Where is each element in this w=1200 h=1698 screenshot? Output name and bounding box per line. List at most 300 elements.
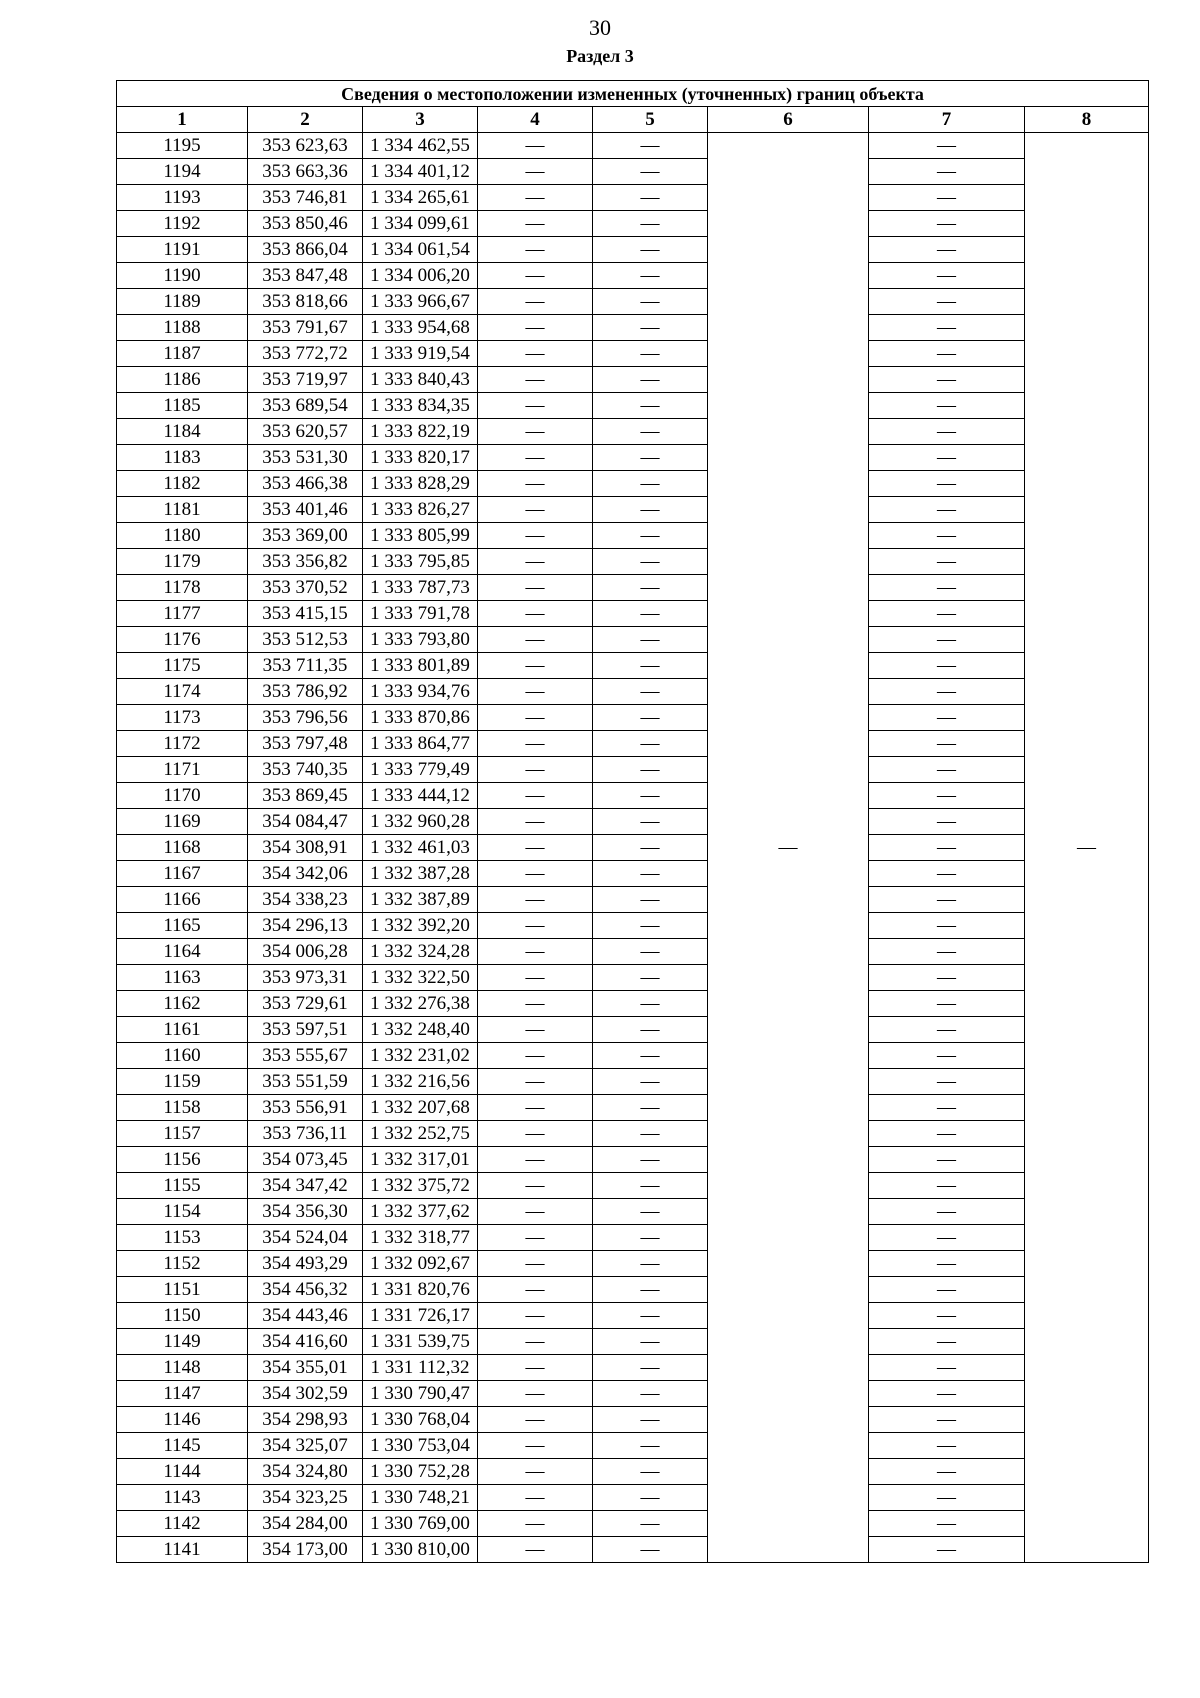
column-4-dash-cell: — (478, 939, 593, 965)
table-row (117, 419, 1149, 445)
column-4-dash-cell: — (478, 1095, 593, 1121)
table-row (117, 315, 1149, 341)
x-coordinate-cell: 353 973,31 (248, 965, 363, 991)
x-coordinate-cell: 353 719,97 (248, 367, 363, 393)
column-7-dash-cell: — (869, 1355, 1025, 1381)
table-row (117, 1381, 1149, 1407)
column-5-dash-cell: — (593, 289, 708, 315)
x-coordinate-cell: 354 302,59 (248, 1381, 363, 1407)
point-number-cell: 1164 (117, 939, 248, 965)
x-coordinate-cell: 353 866,04 (248, 237, 363, 263)
column-5-dash-cell: — (593, 575, 708, 601)
x-coordinate-cell: 354 355,01 (248, 1355, 363, 1381)
y-coordinate-cell: 1 333 787,73 (363, 575, 478, 601)
column-7-dash-cell: — (869, 783, 1025, 809)
column-4-dash-cell: — (478, 575, 593, 601)
column-header: 1 (117, 107, 248, 133)
point-number-cell: 1161 (117, 1017, 248, 1043)
point-number-cell: 1190 (117, 263, 248, 289)
table-row (117, 627, 1149, 653)
column-7-dash-cell: — (869, 965, 1025, 991)
column-5-dash-cell: — (593, 757, 708, 783)
point-number-cell: 1155 (117, 1173, 248, 1199)
column-4-dash-cell: — (478, 861, 593, 887)
column-header: 6 (708, 107, 869, 133)
x-coordinate-cell: 353 620,57 (248, 419, 363, 445)
table-caption-row (117, 81, 1149, 107)
x-coordinate-cell: 353 415,15 (248, 601, 363, 627)
column-5-dash-cell: — (593, 653, 708, 679)
column-7-dash-cell: — (869, 1069, 1025, 1095)
table-row (117, 991, 1149, 1017)
column-7-dash-cell: — (869, 159, 1025, 185)
column-4-dash-cell: — (478, 1459, 593, 1485)
point-number-cell: 1175 (117, 653, 248, 679)
column-7-dash-cell: — (869, 1043, 1025, 1069)
point-number-cell: 1143 (117, 1485, 248, 1511)
column-7-dash-cell: — (869, 1199, 1025, 1225)
point-number-cell: 1179 (117, 549, 248, 575)
column-7-dash-cell: — (869, 731, 1025, 757)
y-coordinate-cell: 1 332 960,28 (363, 809, 478, 835)
x-coordinate-cell: 353 740,35 (248, 757, 363, 783)
point-number-cell: 1156 (117, 1147, 248, 1173)
point-number-cell: 1181 (117, 497, 248, 523)
column-4-dash-cell: — (478, 341, 593, 367)
point-number-cell: 1177 (117, 601, 248, 627)
point-number-cell: 1151 (117, 1277, 248, 1303)
x-coordinate-cell: 354 493,29 (248, 1251, 363, 1277)
column-7-dash-cell: — (869, 575, 1025, 601)
x-coordinate-cell: 354 073,45 (248, 1147, 363, 1173)
column-header: 2 (248, 107, 363, 133)
x-coordinate-cell: 353 772,72 (248, 341, 363, 367)
column-5-dash-cell: — (593, 315, 708, 341)
column-4-dash-cell: — (478, 445, 593, 471)
y-coordinate-cell: 1 333 820,17 (363, 445, 478, 471)
y-coordinate-cell: 1 332 252,75 (363, 1121, 478, 1147)
column-4-dash-cell: — (478, 653, 593, 679)
table-row (117, 445, 1149, 471)
table-row (117, 1225, 1149, 1251)
y-coordinate-cell: 1 330 769,00 (363, 1511, 478, 1537)
column-5-dash-cell: — (593, 341, 708, 367)
column-7-dash-cell: — (869, 1511, 1025, 1537)
column-7-dash-cell: — (869, 1225, 1025, 1251)
column-4-dash-cell: — (478, 1303, 593, 1329)
table-row (117, 965, 1149, 991)
column-7-dash-cell: — (869, 757, 1025, 783)
column-5-dash-cell: — (593, 471, 708, 497)
column-7-dash-cell: — (869, 315, 1025, 341)
table-row (117, 159, 1149, 185)
column-4-dash-cell: — (478, 913, 593, 939)
x-coordinate-cell: 354 524,04 (248, 1225, 363, 1251)
x-coordinate-cell: 354 324,80 (248, 1459, 363, 1485)
table-row (117, 185, 1149, 211)
y-coordinate-cell: 1 332 461,03 (363, 835, 478, 861)
column-4-dash-cell: — (478, 471, 593, 497)
column-4-dash-cell: — (478, 1277, 593, 1303)
column-5-dash-cell: — (593, 731, 708, 757)
column-5-dash-cell: — (593, 263, 708, 289)
point-number-cell: 1167 (117, 861, 248, 887)
y-coordinate-cell: 1 332 216,56 (363, 1069, 478, 1095)
table-row (117, 1433, 1149, 1459)
x-coordinate-cell: 353 850,46 (248, 211, 363, 237)
y-coordinate-cell: 1 333 805,99 (363, 523, 478, 549)
column-4-dash-cell: — (478, 757, 593, 783)
x-coordinate-cell: 353 818,66 (248, 289, 363, 315)
column-4-dash-cell: — (478, 731, 593, 757)
column-4-dash-cell: — (478, 419, 593, 445)
point-number-cell: 1171 (117, 757, 248, 783)
point-number-cell: 1145 (117, 1433, 248, 1459)
column-5-dash-cell: — (593, 1511, 708, 1537)
x-coordinate-cell: 353 791,67 (248, 315, 363, 341)
column-5-dash-cell: — (593, 1303, 708, 1329)
y-coordinate-cell: 1 330 748,21 (363, 1485, 478, 1511)
y-coordinate-cell: 1 332 092,67 (363, 1251, 478, 1277)
point-number-cell: 1187 (117, 341, 248, 367)
column-header: 3 (363, 107, 478, 133)
column-4-dash-cell: — (478, 601, 593, 627)
column-7-dash-cell: — (869, 1173, 1025, 1199)
column-7-dash-cell: — (869, 601, 1025, 627)
column-header: 7 (869, 107, 1025, 133)
y-coordinate-cell: 1 333 966,67 (363, 289, 478, 315)
column-4-dash-cell: — (478, 367, 593, 393)
x-coordinate-cell: 354 347,42 (248, 1173, 363, 1199)
y-coordinate-cell: 1 333 864,77 (363, 731, 478, 757)
table-row (117, 289, 1149, 315)
point-number-cell: 1168 (117, 835, 248, 861)
y-coordinate-cell: 1 333 840,43 (363, 367, 478, 393)
point-number-cell: 1144 (117, 1459, 248, 1485)
y-coordinate-cell: 1 333 793,80 (363, 627, 478, 653)
x-coordinate-cell: 353 531,30 (248, 445, 363, 471)
table-row (117, 367, 1149, 393)
column-7-dash-cell: — (869, 1251, 1025, 1277)
column-5-dash-cell: — (593, 1147, 708, 1173)
point-number-cell: 1183 (117, 445, 248, 471)
column-8-merged-dash-cell: — (1025, 133, 1149, 1563)
column-7-dash-cell: — (869, 1121, 1025, 1147)
column-7-dash-cell: — (869, 653, 1025, 679)
column-5-dash-cell: — (593, 1225, 708, 1251)
column-5-dash-cell: — (593, 679, 708, 705)
table-row (117, 133, 1149, 159)
x-coordinate-cell: 353 796,56 (248, 705, 363, 731)
column-5-dash-cell: — (593, 393, 708, 419)
point-number-cell: 1189 (117, 289, 248, 315)
point-number-cell: 1173 (117, 705, 248, 731)
table-row (117, 1537, 1149, 1563)
column-7-dash-cell: — (869, 497, 1025, 523)
point-number-cell: 1176 (117, 627, 248, 653)
column-4-dash-cell: — (478, 1433, 593, 1459)
x-coordinate-cell: 354 298,93 (248, 1407, 363, 1433)
column-5-dash-cell: — (593, 627, 708, 653)
table-row (117, 601, 1149, 627)
column-7-dash-cell: — (869, 523, 1025, 549)
column-4-dash-cell: — (478, 705, 593, 731)
column-4-dash-cell: — (478, 1199, 593, 1225)
x-coordinate-cell: 354 325,07 (248, 1433, 363, 1459)
table-row (117, 705, 1149, 731)
point-number-cell: 1185 (117, 393, 248, 419)
column-4-dash-cell: — (478, 1329, 593, 1355)
point-number-cell: 1147 (117, 1381, 248, 1407)
column-7-dash-cell: — (869, 289, 1025, 315)
table-row (117, 679, 1149, 705)
table-row (117, 523, 1149, 549)
column-4-dash-cell: — (478, 133, 593, 159)
x-coordinate-cell: 354 338,23 (248, 887, 363, 913)
x-coordinate-cell: 353 663,36 (248, 159, 363, 185)
column-7-dash-cell: — (869, 627, 1025, 653)
column-5-dash-cell: — (593, 913, 708, 939)
column-4-dash-cell: — (478, 1511, 593, 1537)
column-5-dash-cell: — (593, 497, 708, 523)
table-row (117, 1043, 1149, 1069)
table-row (117, 1277, 1149, 1303)
y-coordinate-cell: 1 334 401,12 (363, 159, 478, 185)
column-5-dash-cell: — (593, 861, 708, 887)
column-7-dash-cell: — (869, 133, 1025, 159)
column-7-dash-cell: — (869, 211, 1025, 237)
table-row (117, 1069, 1149, 1095)
column-7-dash-cell: — (869, 705, 1025, 731)
table-row (117, 1303, 1149, 1329)
y-coordinate-cell: 1 330 753,04 (363, 1433, 478, 1459)
y-coordinate-cell: 1 333 779,49 (363, 757, 478, 783)
column-5-dash-cell: — (593, 1043, 708, 1069)
column-4-dash-cell: — (478, 1147, 593, 1173)
table-row (117, 1407, 1149, 1433)
column-4-dash-cell: — (478, 211, 593, 237)
column-5-dash-cell: — (593, 1017, 708, 1043)
point-number-cell: 1160 (117, 1043, 248, 1069)
point-number-cell: 1165 (117, 913, 248, 939)
column-4-dash-cell: — (478, 965, 593, 991)
point-number-cell: 1154 (117, 1199, 248, 1225)
column-4-dash-cell: — (478, 835, 593, 861)
x-coordinate-cell: 354 173,00 (248, 1537, 363, 1563)
column-7-dash-cell: — (869, 393, 1025, 419)
table-row (117, 809, 1149, 835)
column-5-dash-cell: — (593, 1277, 708, 1303)
column-header: 5 (593, 107, 708, 133)
section-title: Раздел 3 (566, 46, 634, 66)
column-7-dash-cell: — (869, 419, 1025, 445)
column-header: 8 (1025, 107, 1149, 133)
column-7-dash-cell: — (869, 1537, 1025, 1563)
x-coordinate-cell: 354 323,25 (248, 1485, 363, 1511)
y-coordinate-cell: 1 331 726,17 (363, 1303, 478, 1329)
x-coordinate-cell: 354 006,28 (248, 939, 363, 965)
table-row (117, 861, 1149, 887)
column-5-dash-cell: — (593, 1251, 708, 1277)
table-row (117, 913, 1149, 939)
table-row (117, 211, 1149, 237)
column-7-dash-cell: — (869, 939, 1025, 965)
x-coordinate-cell: 354 443,46 (248, 1303, 363, 1329)
y-coordinate-cell: 1 333 826,27 (363, 497, 478, 523)
column-7-dash-cell: — (869, 1381, 1025, 1407)
column-5-dash-cell: — (593, 809, 708, 835)
point-number-cell: 1141 (117, 1537, 248, 1563)
column-7-dash-cell: — (869, 445, 1025, 471)
point-number-cell: 1174 (117, 679, 248, 705)
column-7-dash-cell: — (869, 1459, 1025, 1485)
column-5-dash-cell: — (593, 1485, 708, 1511)
table-row (117, 237, 1149, 263)
y-coordinate-cell: 1 332 377,62 (363, 1199, 478, 1225)
x-coordinate-cell: 354 084,47 (248, 809, 363, 835)
y-coordinate-cell: 1 332 375,72 (363, 1173, 478, 1199)
table-row (117, 887, 1149, 913)
column-4-dash-cell: — (478, 1173, 593, 1199)
column-5-dash-cell: — (593, 1069, 708, 1095)
column-4-dash-cell: — (478, 549, 593, 575)
column-5-dash-cell: — (593, 887, 708, 913)
column-4-dash-cell: — (478, 159, 593, 185)
column-7-dash-cell: — (869, 991, 1025, 1017)
column-4-dash-cell: — (478, 679, 593, 705)
column-4-dash-cell: — (478, 783, 593, 809)
x-coordinate-cell: 354 296,13 (248, 913, 363, 939)
y-coordinate-cell: 1 334 006,20 (363, 263, 478, 289)
column-header-row (117, 107, 1149, 133)
column-header: 4 (478, 107, 593, 133)
column-7-dash-cell: — (869, 549, 1025, 575)
y-coordinate-cell: 1 330 768,04 (363, 1407, 478, 1433)
y-coordinate-cell: 1 332 387,28 (363, 861, 478, 887)
point-number-cell: 1142 (117, 1511, 248, 1537)
column-5-dash-cell: — (593, 1459, 708, 1485)
x-coordinate-cell: 354 284,00 (248, 1511, 363, 1537)
table-row (117, 575, 1149, 601)
y-coordinate-cell: 1 333 834,35 (363, 393, 478, 419)
column-4-dash-cell: — (478, 991, 593, 1017)
column-7-dash-cell: — (869, 887, 1025, 913)
point-number-cell: 1178 (117, 575, 248, 601)
point-number-cell: 1146 (117, 1407, 248, 1433)
x-coordinate-cell: 354 456,32 (248, 1277, 363, 1303)
column-7-dash-cell: — (869, 913, 1025, 939)
y-coordinate-cell: 1 332 248,40 (363, 1017, 478, 1043)
column-5-dash-cell: — (593, 991, 708, 1017)
column-5-dash-cell: — (593, 523, 708, 549)
column-7-dash-cell: — (869, 341, 1025, 367)
point-number-cell: 1193 (117, 185, 248, 211)
y-coordinate-cell: 1 330 752,28 (363, 1459, 478, 1485)
column-4-dash-cell: — (478, 1121, 593, 1147)
column-4-dash-cell: — (478, 1407, 593, 1433)
column-4-dash-cell: — (478, 1537, 593, 1563)
column-5-dash-cell: — (593, 445, 708, 471)
x-coordinate-cell: 353 401,46 (248, 497, 363, 523)
y-coordinate-cell: 1 331 112,32 (363, 1355, 478, 1381)
table-row (117, 1511, 1149, 1537)
x-coordinate-cell: 353 555,67 (248, 1043, 363, 1069)
column-4-dash-cell: — (478, 627, 593, 653)
column-7-dash-cell: — (869, 1485, 1025, 1511)
point-number-cell: 1192 (117, 211, 248, 237)
y-coordinate-cell: 1 333 801,89 (363, 653, 478, 679)
column-5-dash-cell: — (593, 1407, 708, 1433)
x-coordinate-cell: 353 797,48 (248, 731, 363, 757)
point-number-cell: 1148 (117, 1355, 248, 1381)
x-coordinate-cell: 353 597,51 (248, 1017, 363, 1043)
table-row (117, 393, 1149, 419)
page-number: 30 (589, 15, 611, 40)
column-5-dash-cell: — (593, 549, 708, 575)
column-5-dash-cell: — (593, 1381, 708, 1407)
y-coordinate-cell: 1 333 870,86 (363, 705, 478, 731)
y-coordinate-cell: 1 332 392,20 (363, 913, 478, 939)
table-row (117, 1199, 1149, 1225)
column-7-dash-cell: — (869, 679, 1025, 705)
column-7-dash-cell: — (869, 1407, 1025, 1433)
column-5-dash-cell: — (593, 1095, 708, 1121)
table-row (117, 1121, 1149, 1147)
table-row (117, 731, 1149, 757)
point-number-cell: 1182 (117, 471, 248, 497)
y-coordinate-cell: 1 332 387,89 (363, 887, 478, 913)
point-number-cell: 1150 (117, 1303, 248, 1329)
y-coordinate-cell: 1 332 324,28 (363, 939, 478, 965)
table-row (117, 341, 1149, 367)
column-7-dash-cell: — (869, 1277, 1025, 1303)
y-coordinate-cell: 1 333 954,68 (363, 315, 478, 341)
y-coordinate-cell: 1 333 791,78 (363, 601, 478, 627)
y-coordinate-cell: 1 332 322,50 (363, 965, 478, 991)
column-7-dash-cell: — (869, 1017, 1025, 1043)
column-5-dash-cell: — (593, 1121, 708, 1147)
column-4-dash-cell: — (478, 289, 593, 315)
point-number-cell: 1149 (117, 1329, 248, 1355)
point-number-cell: 1166 (117, 887, 248, 913)
point-number-cell: 1195 (117, 133, 248, 159)
y-coordinate-cell: 1 332 318,77 (363, 1225, 478, 1251)
point-number-cell: 1163 (117, 965, 248, 991)
x-coordinate-cell: 353 512,53 (248, 627, 363, 653)
column-7-dash-cell: — (869, 1095, 1025, 1121)
point-number-cell: 1194 (117, 159, 248, 185)
point-number-cell: 1159 (117, 1069, 248, 1095)
point-number-cell: 1153 (117, 1225, 248, 1251)
column-5-dash-cell: — (593, 965, 708, 991)
table-row (117, 835, 1149, 861)
x-coordinate-cell: 353 556,91 (248, 1095, 363, 1121)
table-row (117, 1147, 1149, 1173)
point-number-cell: 1184 (117, 419, 248, 445)
column-4-dash-cell: — (478, 1251, 593, 1277)
x-coordinate-cell: 353 736,11 (248, 1121, 363, 1147)
column-7-dash-cell: — (869, 861, 1025, 887)
point-number-cell: 1186 (117, 367, 248, 393)
table-row (117, 653, 1149, 679)
column-7-dash-cell: — (869, 185, 1025, 211)
table-row (117, 1251, 1149, 1277)
column-5-dash-cell: — (593, 211, 708, 237)
x-coordinate-cell: 353 356,82 (248, 549, 363, 575)
column-5-dash-cell: — (593, 783, 708, 809)
column-5-dash-cell: — (593, 133, 708, 159)
column-7-dash-cell: — (869, 263, 1025, 289)
